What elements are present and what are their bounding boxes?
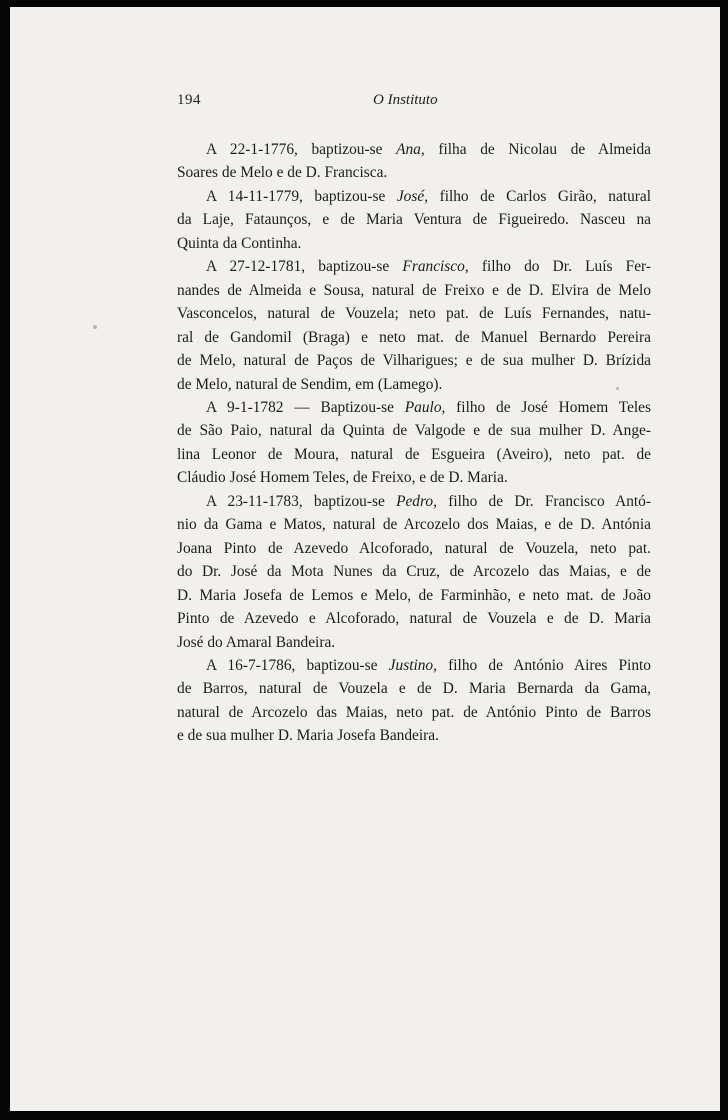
paragraph	[177, 490, 651, 654]
baptized-name: Francisco	[402, 258, 465, 276]
text-run: A 23-11-1783, baptizou-se	[206, 492, 397, 510]
baptized-name: Pedro	[396, 492, 434, 510]
text-run: A 22-1-1776, baptizou-se	[206, 141, 397, 158]
text-line	[177, 584, 651, 607]
text-line	[177, 255, 651, 278]
text-run: lina Leonor de Moura, natural de Esgueira (Aveiro), neto pat. de	[177, 445, 651, 463]
text-run: nio da Gama e Matos, natural de Arcozelo dos Maias, e de D. Antónia	[177, 516, 651, 534]
text-run: , filha de Nicolau de Almeida	[420, 141, 651, 158]
text-run: José do Amaral Bandeira.	[177, 633, 336, 651]
text-line	[177, 513, 651, 536]
paragraph	[177, 396, 651, 490]
body-text	[177, 138, 651, 748]
text-line	[177, 232, 651, 255]
text-line	[177, 396, 651, 419]
text-line	[177, 302, 651, 325]
text-run: Cláudio José Homem Teles, de Freixo, e de D. Maria.	[177, 469, 508, 487]
text-run: A 27-12-1781, baptizou-se	[206, 258, 403, 276]
text-run: A 9-1-1782 — Baptizou-se	[206, 398, 405, 416]
text-line	[177, 208, 651, 231]
text-line	[177, 373, 651, 396]
page-header	[177, 92, 651, 116]
text-line	[177, 419, 651, 442]
baptized-name: Paulo	[404, 398, 442, 416]
text-line	[177, 490, 651, 513]
baptized-name: José	[396, 187, 425, 205]
text-line	[177, 537, 651, 560]
text-line	[177, 724, 651, 747]
text-run: Soares de Melo e de D. Francisca.	[177, 164, 388, 182]
text-run: , filho de Dr. Francisco Antó-	[433, 492, 651, 510]
baptized-name: Ana	[396, 141, 421, 158]
text-run: e de sua mulher D. Maria Josefa Bandeira.	[177, 727, 439, 745]
text-line	[177, 138, 651, 161]
text-run: A 16-7-1786, baptizou-se	[206, 656, 389, 674]
text-run: Quinta da Continha.	[177, 234, 302, 252]
text-line	[177, 185, 651, 208]
paragraph	[177, 654, 651, 748]
text-run: nandes de Almeida e Sousa, natural de Freixo e de D. Elvira de Melo	[177, 281, 651, 299]
text-run: de Barros, natural de Vouzela e de D. Maria Bernarda da Gama,	[177, 680, 651, 698]
text-line	[177, 677, 651, 700]
page-number: 194	[177, 92, 201, 108]
text-run: A 14-11-1779, baptizou-se	[206, 187, 397, 205]
text-run: do Dr. José da Mota Nunes da Cruz, de Arcozelo das Maias, e de	[177, 563, 651, 581]
paragraph	[177, 255, 651, 396]
text-line	[177, 443, 651, 466]
paragraph	[177, 138, 651, 185]
paragraph	[177, 185, 651, 255]
text-run: de Melo, natural de Paços de Vilharigues; e de sua mulher D. Brízida	[177, 352, 651, 370]
text-run: natural de Arcozelo das Maias, neto pat. de António Pinto de Barros	[177, 703, 651, 721]
text-run: ral de Gandomil (Braga) e neto mat. de Manuel Bernardo Pereira	[177, 328, 651, 346]
text-run: , filho de Carlos Girão, natural	[424, 187, 652, 205]
text-line	[177, 560, 651, 583]
text-line	[177, 279, 651, 302]
text-line	[177, 631, 651, 654]
text-run: Joana Pinto de Azevedo Alcoforado, natural de Vouzela, neto pat.	[177, 539, 651, 557]
text-run: de São Paio, natural da Quinta de Valgode e de sua mulher D. Ange-	[177, 422, 651, 440]
text-line	[177, 466, 651, 489]
baptized-name: Justino	[388, 656, 434, 674]
text-run: Pinto de Azevedo e Alcoforado, natural de Vouzela e de D. Maria	[177, 610, 651, 628]
text-run: Vasconcelos, natural de Vouzela; neto pat. de Luís Fernandes, natu-	[177, 305, 651, 323]
text-line	[177, 607, 651, 630]
paper-speck	[93, 325, 97, 329]
text-run: de Melo, natural de Sendim, em (Lamego).	[177, 375, 443, 393]
text-run: , filho do Dr. Luís Fer-	[464, 258, 651, 276]
running-title: O Instituto	[373, 92, 438, 108]
text-line	[177, 701, 651, 724]
text-line	[177, 349, 651, 372]
text-run: D. Maria Josefa de Lemos e Melo, de Farminhão, e neto mat. de João	[177, 586, 651, 604]
text-line	[177, 654, 651, 677]
text-run: , filho de José Homem Teles	[441, 398, 651, 416]
text-run: , filho de António Aires Pinto	[433, 656, 651, 674]
text-line	[177, 326, 651, 349]
text-line	[177, 161, 651, 184]
text-run: da Laje, Fataunços, e de Maria Ventura de Figueiredo. Nasceu na	[177, 211, 651, 229]
